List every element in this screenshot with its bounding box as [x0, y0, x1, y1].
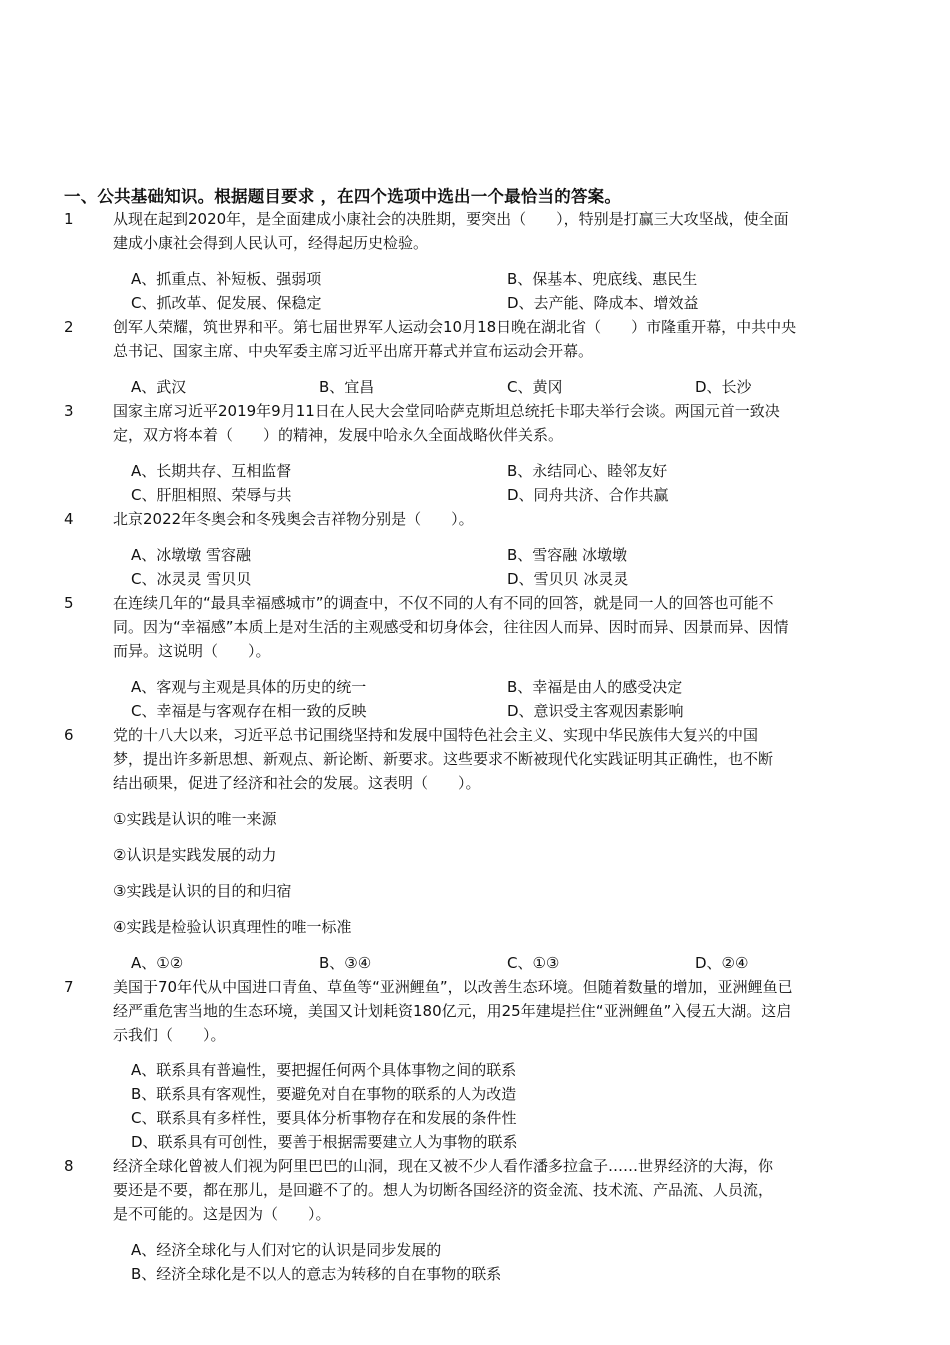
question-4-option-c: C、冰灵灵 雪贝贝	[131, 570, 252, 588]
question-6-option-b: B、③④	[319, 954, 372, 972]
question-4-number: 4	[64, 510, 74, 528]
question-6-statement-4: ④实践是检验认识真理性的唯一标准	[113, 918, 352, 936]
question-1-line-2: 建成小康社会得到人民认可，经得起历史检验。	[113, 234, 429, 252]
question-7-option-d: D、联系具有可创性，要善于根据需要建立人为事物的联系	[131, 1133, 518, 1151]
question-7-line-1: 美国于70年代从中国进口青鱼、草鱼等“亚洲鲤鱼”，以改善生态环境。但随着数量的增加，亚洲鲤鱼已	[113, 978, 793, 996]
question-8-text	[113, 1154, 865, 1226]
question-6-option-d: D、②④	[695, 954, 749, 972]
question-5-line-2: 同。因为“幸福感”本质上是对生活的主观感受和切身体会，往往因人而异、因时而异、因景而异、因情	[113, 618, 789, 636]
question-7-line-2: 经严重危害当地的生态环境，美国又计划耗资180亿元，用25年建堤拦住“亚洲鲤鱼”入侵五大湖。这启	[113, 1002, 792, 1020]
question-5-line-3: 而异。这说明（ ）。	[113, 642, 271, 660]
question-1-number: 1	[64, 210, 74, 228]
question-6-statement-2: ②认识是实践发展的动力	[113, 846, 277, 864]
question-4-text	[113, 507, 865, 531]
section-heading: 一、公共基础知识。根据题目要求 ，在四个选项中选出一个最恰当的答案。	[64, 187, 622, 206]
question-6-option-a: A、①②	[131, 954, 184, 972]
question-3-text	[113, 399, 865, 447]
question-6-statement-3: ③实践是认识的目的和归宿	[113, 882, 292, 900]
question-2-option-b: B、宜昌	[319, 378, 375, 396]
question-7-option-a: A、联系具有普遍性，要把握任何两个具体事物之间的联系	[131, 1061, 517, 1079]
question-3-line-2: 定，双方将本着（ ）的精神，发展中哈永久全面战略伙伴关系。	[113, 426, 564, 444]
question-1-option-a: A、抓重点、补短板、强弱项	[131, 270, 322, 288]
question-2-option-a: A、武汉	[131, 378, 187, 396]
question-5-option-b: B、幸福是由人的感受决定	[507, 678, 683, 696]
question-4-option-b: B、雪容融 冰墩墩	[507, 546, 628, 564]
question-3-option-b: B、永结同心、睦邻友好	[507, 462, 668, 480]
question-7-line-3: 示我们（ ）。	[113, 1026, 226, 1044]
question-7-option-c: C、联系具有多样性，要具体分析事物存在和发展的条件性	[131, 1109, 517, 1127]
question-2-number: 2	[64, 318, 74, 336]
question-5-option-a: A、客观与主观是具体的历史的统一	[131, 678, 367, 696]
question-8-option-a: A、经济全球化与人们对它的认识是同步发展的	[131, 1241, 442, 1259]
question-8-number: 8	[64, 1157, 74, 1175]
question-6-text	[113, 723, 865, 795]
question-2-text	[113, 315, 865, 363]
question-2-option-d: D、长沙	[695, 378, 752, 396]
question-1-option-b: B、保基本、兜底线、惠民生	[507, 270, 698, 288]
question-3-line-1: 国家主席习近平2019年9月11日在人民大会堂同哈萨克斯坦总统托卡耶夫举行会谈。两国元首一致决	[113, 402, 780, 420]
question-3-option-c: C、肝胆相照、荣辱与共	[131, 486, 292, 504]
question-7-option-b: B、联系具有客观性，要避免对自在事物的联系的人为改造	[131, 1085, 517, 1103]
question-4-option-a: A、冰墩墩 雪容融	[131, 546, 252, 564]
question-6-option-c: C、①③	[507, 954, 560, 972]
question-1-option-d: D、去产能、降成本、增效益	[507, 294, 699, 312]
question-5-option-d: D、意识受主客观因素影响	[507, 702, 684, 720]
question-8-line-2: 要还是不要，都在那儿，是回避不了的。想人为切断各国经济的资金流、技术流、产品流、人员流，	[113, 1181, 774, 1199]
question-6-statement-1: ①实践是认识的唯一来源	[113, 810, 277, 828]
question-5-number: 5	[64, 594, 74, 612]
question-1-text	[113, 207, 865, 255]
question-8-line-3: 是不可能的。这是因为（ ）。	[113, 1205, 331, 1223]
question-3-option-d: D、同舟共济、合作共赢	[507, 486, 669, 504]
question-1-option-c: C、抓改革、促发展、保稳定	[131, 294, 322, 312]
question-7-text	[113, 975, 865, 1047]
question-4-line-1: 北京2022年冬奥会和冬残奥会吉祥物分别是（ ）。	[113, 510, 474, 528]
question-6-number: 6	[64, 726, 74, 744]
question-5-line-1: 在连续几年的“最具幸福感城市”的调查中，不仅不同的人有不同的回答，就是同一人的回答也可能不	[113, 594, 774, 612]
question-3-option-a: A、长期共存、互相监督	[131, 462, 292, 480]
question-4-option-d: D、雪贝贝 冰灵灵	[507, 570, 629, 588]
question-2-line-1: 创军人荣耀，筑世界和平。第七届世界军人运动会10月18日晚在湖北省（ ）市隆重开幕，中共中央	[113, 318, 797, 336]
question-2-line-2: 总书记、国家主席、中央军委主席习近平出席开幕式并宣布运动会开幕。	[113, 342, 594, 360]
question-6-line-3: 结出硕果，促进了经济和社会的发展。这表明（ ）。	[113, 774, 481, 792]
question-3-number: 3	[64, 402, 74, 420]
question-6-line-1: 党的十八大以来，习近平总书记围绕坚持和发展中国特色社会主义、实现中华民族伟大复兴的中国	[113, 726, 759, 744]
question-5-option-c: C、幸福是与客观存在相一致的反映	[131, 702, 367, 720]
question-6-line-2: 梦，提出许多新思想、新观点、新论断、新要求。这些要求不断被现代化实践证明其正确性，也不断	[113, 750, 774, 768]
question-2-option-c: C、黄冈	[507, 378, 563, 396]
question-7-number: 7	[64, 978, 74, 996]
question-8-option-b: B、经济全球化是不以人的意志为转移的自在事物的联系	[131, 1265, 502, 1283]
question-1-line-1: 从现在起到2020年，是全面建成小康社会的决胜期，要突出（ ），特别是打赢三大攻坚战，使全面	[113, 210, 789, 228]
question-8-line-1: 经济全球化曾被人们视为阿里巴巴的山洞，现在又被不少人看作潘多拉盒子……世界经济的大海，你	[113, 1157, 774, 1175]
question-5-text	[113, 591, 865, 663]
